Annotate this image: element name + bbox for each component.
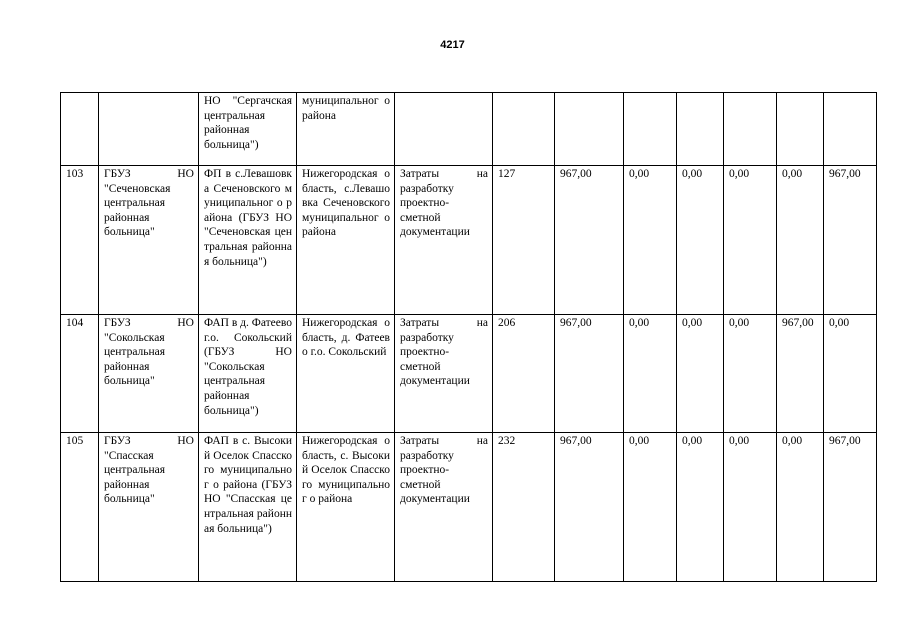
institution-cell: ГБУЗ НО "Спасская центральная районная больница" (99, 433, 199, 582)
institution-cell: ГБУЗ НО "Сеченовская центральная районная больница" (99, 166, 199, 315)
table-row (61, 166, 877, 315)
code-cell: 206 (493, 315, 555, 433)
value-cell (777, 93, 824, 166)
value-cell: 0,00 (624, 433, 677, 582)
object-cell: ФП в с.Левашовка Сеченовского муниципальног о района (ГБУЗ НО "Сеченовская центральная районная больница") (199, 166, 297, 315)
object-cell: НО "Сергачская центральная районная больница") (199, 93, 297, 166)
value-cell (624, 93, 677, 166)
address-cell: Нижегородская область, с.Левашовка Сеченовского муниципальног о района (297, 166, 395, 315)
value-cell: 0,00 (677, 166, 724, 315)
row-number: 105 (61, 433, 99, 582)
value-cell: 0,00 (724, 166, 777, 315)
purpose-cell: Затраты на разработку проектно-сметной документации (395, 433, 493, 582)
value-cell: 0,00 (677, 315, 724, 433)
address-cell: муниципальног о района (297, 93, 395, 166)
address-cell: Нижегородская область, с. Высокий Оселок Спасского муниципальног о района (297, 433, 395, 582)
value-cell: 0,00 (824, 315, 877, 433)
row-number (61, 93, 99, 166)
value-cell: 0,00 (677, 433, 724, 582)
total-cell: 967,00 (555, 315, 624, 433)
table-row (61, 93, 877, 166)
code-cell: 127 (493, 166, 555, 315)
value-cell: 0,00 (777, 433, 824, 582)
value-cell: 0,00 (777, 166, 824, 315)
value-cell: 967,00 (824, 166, 877, 315)
code-cell (493, 93, 555, 166)
address-cell: Нижегородская область, д. Фатеево г.о. Сокольский (297, 315, 395, 433)
total-cell: 967,00 (555, 166, 624, 315)
row-number: 104 (61, 315, 99, 433)
value-cell: 967,00 (824, 433, 877, 582)
value-cell: 0,00 (724, 433, 777, 582)
value-cell: 0,00 (624, 166, 677, 315)
value-cell: 967,00 (777, 315, 824, 433)
code-cell: 232 (493, 433, 555, 582)
budget-table (60, 92, 877, 582)
table-row (61, 433, 877, 582)
total-cell (555, 93, 624, 166)
row-number: 103 (61, 166, 99, 315)
purpose-cell: Затраты на разработку проектно-сметной документации (395, 315, 493, 433)
institution-cell: ГБУЗ НО "Сокольская центральная районная больница" (99, 315, 199, 433)
institution-cell (99, 93, 199, 166)
value-cell (677, 93, 724, 166)
purpose-cell (395, 93, 493, 166)
table-row (61, 315, 877, 433)
value-cell: 0,00 (624, 315, 677, 433)
page-number: 4217 (440, 39, 465, 51)
purpose-cell: Затраты на разработку проектно-сметной документации (395, 166, 493, 315)
object-cell: ФАП в с. Высокий Оселок Спасского муниципальног о района (ГБУЗ НО "Спасская центральная районная больница") (199, 433, 297, 582)
object-cell: ФАП в д. Фатеево г.о. Сокольский (ГБУЗ НО "Сокольская центральная районная больница") (199, 315, 297, 433)
value-cell (824, 93, 877, 166)
total-cell: 967,00 (555, 433, 624, 582)
value-cell (724, 93, 777, 166)
value-cell: 0,00 (724, 315, 777, 433)
